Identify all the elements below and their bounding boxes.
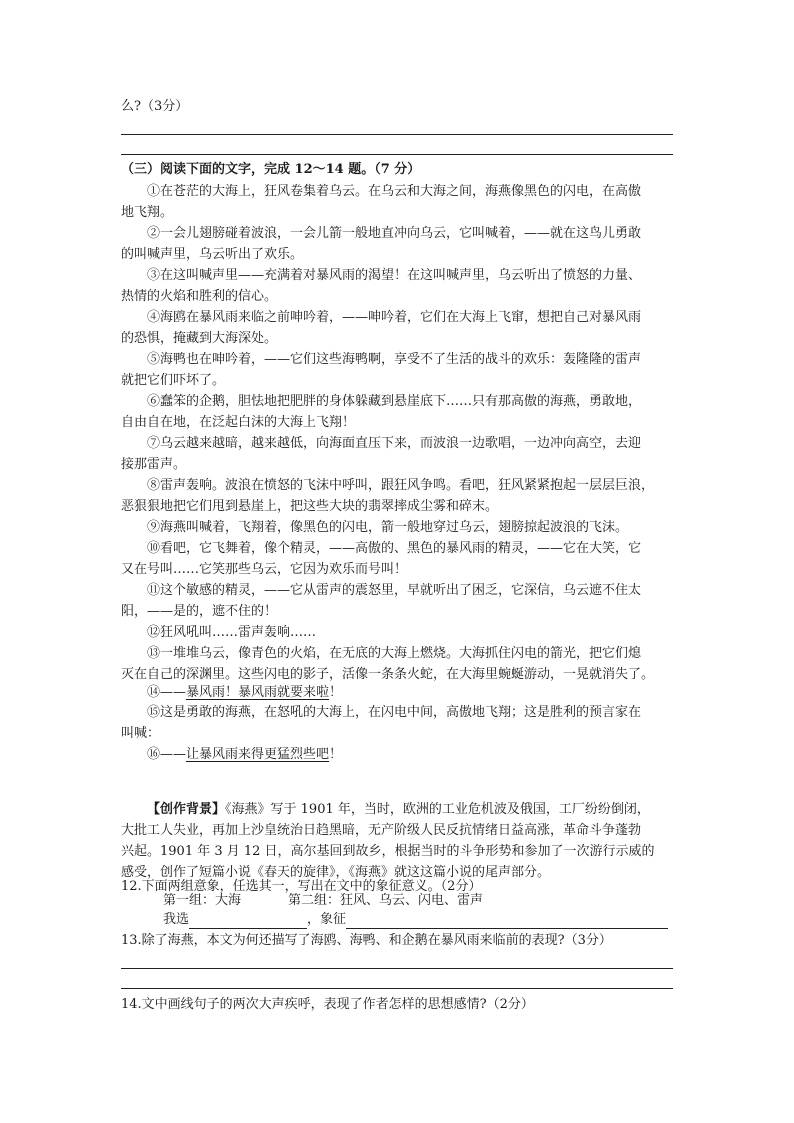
paragraph-1-line-2: 地飞翔。 <box>121 205 174 220</box>
p14-suffix: ！ <box>329 685 343 700</box>
paragraph-9-line-1: ⑨海燕叫喊着，飞翔着，像黑色的闪电，箭一般地穿过乌云，翅膀掠起波浪的飞沫。 <box>147 520 629 535</box>
paragraph-6-line-2: 自由自在地，在泛起白沫的大海上飞翔！ <box>121 415 356 430</box>
paragraph-11-line-2: 阳，——是的，遮不住的！ <box>121 604 278 619</box>
q13-answer-line[interactable] <box>121 968 673 969</box>
q12-group-2: 第二组：狂风、乌云、闪电、雷声 <box>288 893 484 908</box>
question-13: 13.除了海燕，本文为何还描写了海鸥、海鸭、和企鹅在暴风雨来临前的表现?（3分） <box>121 933 612 948</box>
background-text: 《海燕》写于 1901 年，当时，欧洲的工业危机波及俄国，工厂纷纷倒闭， <box>225 802 650 817</box>
paragraph-16 <box>147 745 342 764</box>
question-12: 12.下面两组意象，任选其一，写出在文中的象征意义。（2分） <box>121 879 482 894</box>
paragraph-11-line-1: ⑪这个敏感的精灵，——它从雷声的震怒里，早就听出了困乏，它深信，乌云遮不住太 <box>147 583 642 598</box>
previous-question-tail: 么?（3分） <box>121 99 189 114</box>
paragraph-1-line-1: ①在苍茫的大海上，狂风卷集着乌云。在乌云和大海之间，海燕像黑色的闪电，在高傲 <box>147 184 642 199</box>
section-title: （三）阅读下面的文字，完成 12～14 题。（7 分） <box>121 162 421 177</box>
q12-group-1: 第一组：大海 <box>163 893 242 908</box>
q12-choose-label: 我选 <box>163 912 190 927</box>
paragraph-2-line-2: 的叫喊声里，乌云听出了欢乐。 <box>121 247 304 262</box>
background-line-2: 大批工人失业，再加上沙皇统治日趋黑暗，无产阶级人民反抗情绪日益高涨，革命斗争蓬勃 <box>121 823 642 838</box>
p14-prefix: ⑭—— <box>147 685 187 700</box>
background-label: 【创作背景】 <box>147 802 226 817</box>
background-line-4: 感受，创作了短篇小说《春天的旋律》，《海燕》就这这篇小说的尾声部分。 <box>121 865 551 880</box>
paragraph-8-line-2: 恶狠狠地把它们甩到悬崖上，把这些大块的翡翠摔成尘雾和碎末。 <box>121 499 499 514</box>
paragraph-14 <box>147 683 342 702</box>
q12-symbol-blank[interactable] <box>346 914 668 929</box>
paragraph-7-line-1: ⑦乌云越来越暗，越来越低，向海面直压下来，而波浪一边歌唱，一边冲向高空，去迎 <box>147 436 642 451</box>
paragraph-13-line-1: ⑬一堆堆乌云，像青色的火焰，在无底的大海上燃烧。大海抓住闪电的箭光，把它们熄 <box>147 646 642 661</box>
background-line-1 <box>147 800 650 819</box>
paragraph-15-line-1: ⑮这是勇敢的海燕，在怒吼的大海上，在闪电中间，高傲地飞翔；这是胜利的预言家在 <box>147 705 642 720</box>
paragraph-4-line-2: 的恐惧，掩藏到大海深处。 <box>121 331 278 346</box>
underlined-sentence-2: 让暴风雨来得更猛烈些吧 <box>186 747 330 762</box>
paragraph-10-line-1: ⑩看吧，它飞舞着，像个精灵，——高傲的、黑色的暴风雨的精灵，——它在大笑，它 <box>147 541 642 556</box>
paragraph-2-line-1: ②一会儿翅膀碰着波浪，一会儿箭一般地直冲向乌云，它叫喊着，——就在这鸟儿勇敢 <box>147 226 642 241</box>
underlined-sentence-1: 暴风雨！暴风雨就要来啦 <box>186 685 330 700</box>
q12-choice-blank[interactable] <box>189 914 307 929</box>
paragraph-8-line-1: ⑧雷声轰响。波浪在愤怒的飞沫中呼叫，跟狂风争鸣。看吧，狂风紧紧抱起一层层巨浪， <box>147 478 655 493</box>
paragraph-10-line-2: 又在号叫……它笑那些乌云，它因为欢乐而号叫！ <box>121 562 408 577</box>
background-line-3: 兴起。1901 年 3 月 12 日，高尔基回到故乡，根据当时的斗争形势和参加了一次游行示威的 <box>121 844 655 859</box>
paragraph-3-line-1: ③在这叫喊声里——充满着对暴风雨的渴望！在这叫喊声里，乌云听出了愤怒的力量、 <box>147 268 642 283</box>
p16-suffix: ！ <box>329 747 343 762</box>
paragraph-13-line-2: 灭在自己的深渊里。这些闪电的影子，活像一条条火蛇，在大海里蜿蜒游动，一晃就消失了。 <box>121 667 655 682</box>
paragraph-7-line-2: 接那雷声。 <box>121 457 187 472</box>
paragraph-4-line-1: ④海鸥在暴风雨来临之前呻吟着，——呻吟着，它们在大海上飞窜，想把自己对暴风雨 <box>147 310 642 325</box>
paragraph-5-line-1: ⑤海鸭也在呻吟着，——它们这些海鸭啊，享受不了生活的战斗的欢乐：轰隆隆的雷声 <box>147 352 642 367</box>
paragraph-5-line-2: 就把它们吓坏了。 <box>121 373 226 388</box>
q13-answer-line[interactable] <box>121 988 673 989</box>
paragraph-15-line-2: 叫喊： <box>121 726 161 741</box>
answer-line <box>121 154 673 155</box>
question-14: 14.文中画线句子的两次大声疾呼，表现了作者怎样的思想感情?（2分） <box>121 997 534 1012</box>
paragraph-3-line-2: 热情的火焰和胜利的信心。 <box>121 289 278 304</box>
p16-prefix: ⑯—— <box>147 747 187 762</box>
paragraph-6-line-1: ⑥蠢笨的企鹅，胆怯地把肥胖的身体躲藏到悬崖底下……只有那高傲的海燕，勇敢地， <box>147 394 642 409</box>
q12-symbol-label: ，象征 <box>307 912 347 927</box>
q12-answer-row <box>163 910 668 929</box>
answer-line <box>121 134 673 135</box>
paragraph-12-line-1: ⑫狂风吼叫……雷声轰响…… <box>147 625 317 640</box>
